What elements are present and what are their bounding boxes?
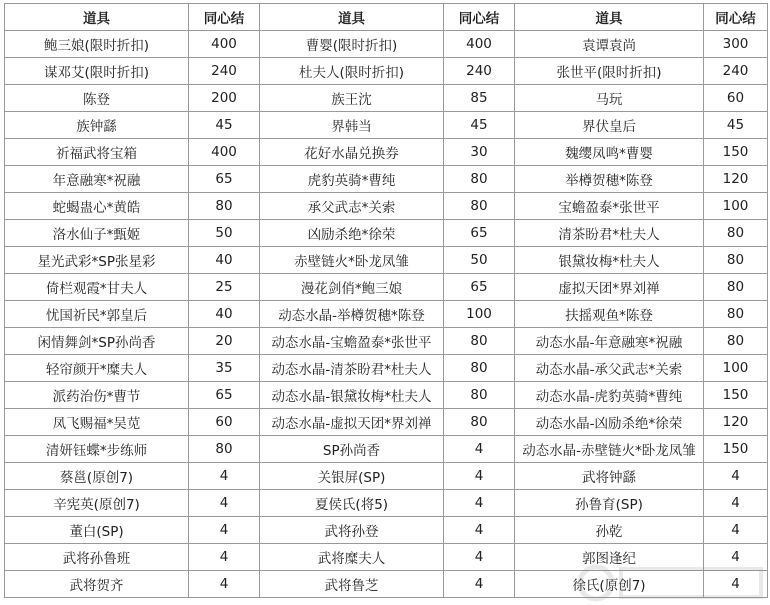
cost-cell: 20	[189, 328, 260, 355]
table-row	[5, 247, 768, 274]
item-cell: 动态水晶-清茶盼君*杜夫人	[260, 355, 444, 382]
cost-cell: 400	[189, 31, 260, 58]
cost-cell: 4	[189, 517, 260, 544]
cost-cell: 150	[704, 436, 768, 463]
cost-cell: 300	[704, 31, 768, 58]
item-cell: 洛水仙子*甄姬	[5, 220, 189, 247]
item-cell: 族钟繇	[5, 112, 189, 139]
cost-cell: 80	[704, 328, 768, 355]
item-cell: 蔡邕(原创7)	[5, 463, 189, 490]
cost-cell: 45	[704, 112, 768, 139]
table-row	[5, 274, 768, 301]
cost-cell: 4	[704, 463, 768, 490]
cost-cell: 400	[189, 139, 260, 166]
cost-cell: 4	[189, 490, 260, 517]
cost-cell: 80	[704, 274, 768, 301]
item-cell: 孙鲁育(SP)	[515, 490, 704, 517]
cost-cell: 50	[444, 247, 515, 274]
header-row	[5, 4, 768, 31]
item-cell: 年意融寒*祝融	[5, 166, 189, 193]
cost-cell: 100	[704, 355, 768, 382]
cost-cell: 240	[189, 58, 260, 85]
cost-cell: 4	[189, 463, 260, 490]
item-cell: 动态水晶-宝蟾盈泰*张世平	[260, 328, 444, 355]
cost-cell: 40	[189, 301, 260, 328]
cost-cell: 65	[189, 166, 260, 193]
item-cell: 动态水晶-承父武志*关索	[515, 355, 704, 382]
item-cell: 徐氏(原创7)	[515, 571, 704, 598]
cost-cell: 80	[444, 409, 515, 436]
item-cell: 动态水晶-虚拟天团*界刘禅	[260, 409, 444, 436]
item-cell: 宝蟾盈泰*张世平	[515, 193, 704, 220]
cost-cell: 400	[444, 31, 515, 58]
cost-cell: 85	[444, 85, 515, 112]
cost-cell: 240	[704, 58, 768, 85]
cost-cell: 4	[704, 571, 768, 598]
cost-cell: 4	[189, 571, 260, 598]
table-row	[5, 382, 768, 409]
table-row	[5, 31, 768, 58]
item-cell: 银黛妆梅*杜夫人	[515, 247, 704, 274]
cost-cell: 80	[704, 220, 768, 247]
table-row	[5, 139, 768, 166]
item-cell: 清茶盼君*杜夫人	[515, 220, 704, 247]
cost-cell: 240	[444, 58, 515, 85]
item-cell: 闲情舞剑*SP孙尚香	[5, 328, 189, 355]
table-row	[5, 220, 768, 247]
table-row	[5, 355, 768, 382]
item-cell: 虚拟天团*界刘禅	[515, 274, 704, 301]
item-cell: 马玩	[515, 85, 704, 112]
cost-cell: 60	[704, 85, 768, 112]
item-cell: 袁谭袁尚	[515, 31, 704, 58]
cost-cell: 80	[189, 436, 260, 463]
cost-cell: 65	[444, 220, 515, 247]
item-cell: 动态水晶-虎豹英骑*曹纯	[515, 382, 704, 409]
table-row	[5, 112, 768, 139]
cost-cell: 60	[189, 409, 260, 436]
item-cell: 界伏皇后	[515, 112, 704, 139]
table-row	[5, 58, 768, 85]
table-row	[5, 328, 768, 355]
item-cell: 武将贺齐	[5, 571, 189, 598]
item-cell: SP孙尚香	[260, 436, 444, 463]
cost-cell: 80	[704, 301, 768, 328]
item-cell: 界韩当	[260, 112, 444, 139]
item-cell: 动态水晶-赤壁链火*卧龙凤雏	[515, 436, 704, 463]
item-cell: 武将孙登	[260, 517, 444, 544]
item-cell: 扶摇观鱼*陈登	[515, 301, 704, 328]
cost-cell: 150	[704, 139, 768, 166]
item-cell: 夏侯氏(将5)	[260, 490, 444, 517]
item-cell: 承父武志*关索	[260, 193, 444, 220]
item-cell: 谋邓艾(限时折扣)	[5, 58, 189, 85]
item-cell: 星光武彩*SP张星彩	[5, 247, 189, 274]
cost-cell: 150	[704, 382, 768, 409]
item-cell: 清妍钰蝶*步练师	[5, 436, 189, 463]
cost-cell: 30	[444, 139, 515, 166]
watermark-logo-icon	[576, 563, 766, 603]
cost-cell: 80	[444, 382, 515, 409]
item-cell: 动态水晶-举樽贺穗*陈登	[260, 301, 444, 328]
item-cell: 动态水晶-银黛妆梅*杜夫人	[260, 382, 444, 409]
cost-cell: 4	[704, 544, 768, 571]
item-cell: 武将孙鲁班	[5, 544, 189, 571]
item-cell: 郭图逢纪	[515, 544, 704, 571]
table-row	[5, 517, 768, 544]
cost-cell: 45	[189, 112, 260, 139]
item-cell: 孙乾	[515, 517, 704, 544]
item-cell: 忧国祈民*郭皇后	[5, 301, 189, 328]
item-cell: 曹婴(限时折扣)	[260, 31, 444, 58]
item-cell: 凤飞赐福*吴苋	[5, 409, 189, 436]
table-row	[5, 436, 768, 463]
item-cell: 张世平(限时折扣)	[515, 58, 704, 85]
item-cell: 魏缨凤鸣*曹婴	[515, 139, 704, 166]
item-cell: 凶励杀绝*徐荣	[260, 220, 444, 247]
item-cell: 武将糜夫人	[260, 544, 444, 571]
item-cell: 陈登	[5, 85, 189, 112]
item-cell: 赤壁链火*卧龙凤雏	[260, 247, 444, 274]
cost-cell: 40	[189, 247, 260, 274]
table-row	[5, 85, 768, 112]
cost-cell: 45	[444, 112, 515, 139]
cost-cell: 50	[189, 220, 260, 247]
cost-cell: 25	[189, 274, 260, 301]
cost-cell: 100	[444, 301, 515, 328]
cost-cell: 80	[704, 247, 768, 274]
item-cell: 轻帘颜开*糜夫人	[5, 355, 189, 382]
cost-cell: 120	[704, 409, 768, 436]
item-cell: 武将鲁芝	[260, 571, 444, 598]
item-cell: 派药治伤*曹节	[5, 382, 189, 409]
item-cell: 倚栏观霞*甘夫人	[5, 274, 189, 301]
item-cell: 动态水晶-凶励杀绝*徐荣	[515, 409, 704, 436]
item-cell: 虎豹英骑*曹纯	[260, 166, 444, 193]
cost-cell: 4	[444, 517, 515, 544]
cost-cell: 4	[444, 571, 515, 598]
item-cell: 辛宪英(原创7)	[5, 490, 189, 517]
cost-cell: 35	[189, 355, 260, 382]
item-cell: 董白(SP)	[5, 517, 189, 544]
header-item: 道具	[260, 4, 444, 31]
cost-cell: 4	[444, 463, 515, 490]
item-cell: 花好水晶兑换券	[260, 139, 444, 166]
item-cell: 武将钟繇	[515, 463, 704, 490]
header-item: 道具	[515, 4, 704, 31]
table-row	[5, 301, 768, 328]
item-cell: 族王沈	[260, 85, 444, 112]
header-tongxinjie: 同心结	[444, 4, 515, 31]
item-cell: 鲍三娘(限时折扣)	[5, 31, 189, 58]
item-cell: 举樽贺穗*陈登	[515, 166, 704, 193]
cost-cell: 65	[444, 274, 515, 301]
item-cell: 漫花剑俏*鲍三娘	[260, 274, 444, 301]
header-item: 道具	[5, 4, 189, 31]
header-tongxinjie: 同心结	[189, 4, 260, 31]
cost-cell: 100	[704, 193, 768, 220]
item-cell: 关银屏(SP)	[260, 463, 444, 490]
table-row	[5, 409, 768, 436]
cost-cell: 80	[189, 193, 260, 220]
table-row	[5, 166, 768, 193]
cost-cell: 4	[189, 544, 260, 571]
item-cell: 祈福武将宝箱	[5, 139, 189, 166]
item-price-table	[4, 3, 768, 598]
item-cell: 动态水晶-年意融寒*祝融	[515, 328, 704, 355]
item-cell: 杜夫人(限时折扣)	[260, 58, 444, 85]
cost-cell: 80	[444, 328, 515, 355]
cost-cell: 120	[704, 166, 768, 193]
cost-cell: 4	[444, 544, 515, 571]
cost-cell: 80	[444, 355, 515, 382]
cost-cell: 4	[444, 490, 515, 517]
header-tongxinjie: 同心结	[704, 4, 768, 31]
table-row	[5, 490, 768, 517]
cost-cell: 65	[189, 382, 260, 409]
table-row	[5, 193, 768, 220]
cost-cell: 80	[444, 166, 515, 193]
cost-cell: 4	[704, 490, 768, 517]
item-cell: 蛇蝎蛊心*黄皓	[5, 193, 189, 220]
cost-cell: 200	[189, 85, 260, 112]
cost-cell: 4	[444, 436, 515, 463]
cost-cell: 4	[704, 517, 768, 544]
table-row	[5, 463, 768, 490]
cost-cell: 80	[444, 193, 515, 220]
